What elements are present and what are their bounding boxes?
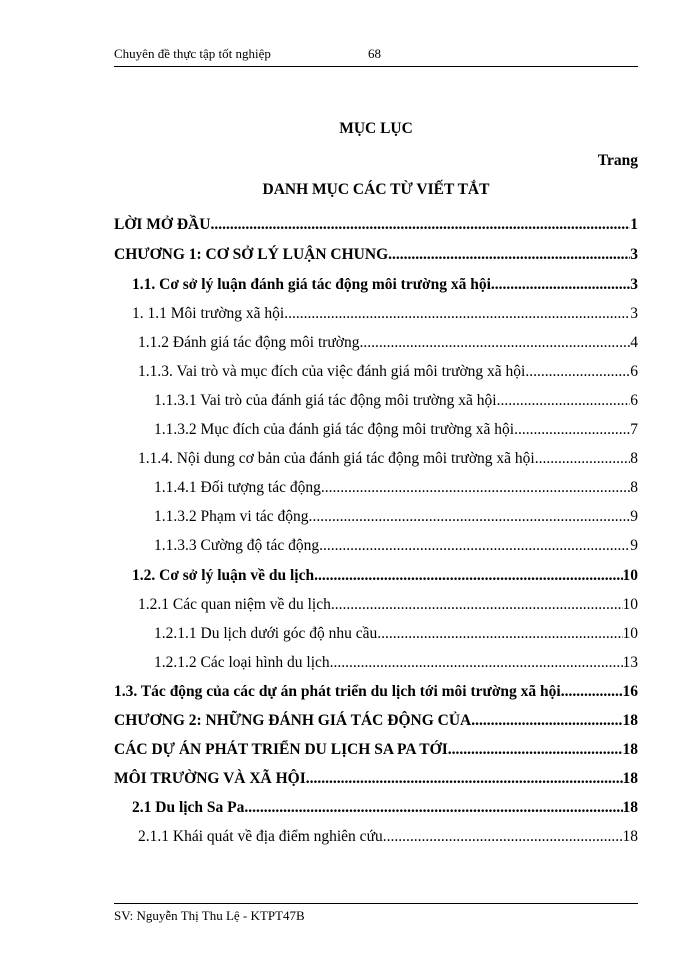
toc-entry[interactable] (154, 475, 638, 497)
toc-entry-page: 13 (622, 654, 638, 671)
toc-entry-label: 2.1 Du lịch Sa Pa (132, 799, 245, 816)
toc-entry-page: 18 (622, 770, 638, 787)
toc-entry-label: LỜI MỞ ĐẦU (114, 216, 211, 233)
toc-entry-page: 3 (630, 305, 638, 322)
dot-leader (334, 654, 623, 672)
toc-entry-label: 1.1.4. Nội dung cơ bản của đánh giá tác động môi trường xã hội. (138, 450, 539, 467)
page-header (114, 44, 638, 67)
header-page-number: 68 (368, 46, 381, 61)
toc-entry-label: 1.1.3.2 Mục đích của đánh giá tác động môi trường xã hội. (154, 421, 518, 438)
toc-entry-page: 1 (630, 216, 638, 233)
toc-entry-page: 18 (622, 741, 638, 758)
toc-entry-page: 6 (630, 363, 638, 380)
toc-entry-page: 4 (630, 334, 638, 351)
dot-leader (335, 596, 623, 614)
toc-entry-label: 1.2.1.2 Các loại hình du lịch. (154, 654, 334, 671)
toc-entry-label: CÁC DỰ ÁN PHÁT TRIỂN DU LỊCH SA PA TỚI (114, 741, 448, 758)
toc-entry[interactable] (114, 212, 638, 234)
toc-entry-page: 18 (622, 712, 638, 729)
toc-entry-label: 1.1.4.1 Đối tượng tác động. (154, 479, 325, 496)
toc-entry[interactable] (154, 417, 638, 439)
toc-entry-page: 9 (630, 537, 638, 554)
toc-title: MỤC LỤC (339, 120, 413, 137)
toc-entry-page: 9 (630, 508, 638, 525)
toc-entry-page: 16 (622, 683, 638, 700)
dot-leader (518, 421, 630, 439)
toc-entry-page: 18 (622, 828, 638, 845)
toc-entry[interactable] (114, 766, 638, 788)
dot-leader (312, 508, 630, 526)
dot-leader (314, 567, 622, 585)
toc-entry[interactable] (138, 592, 638, 614)
toc-entry[interactable] (138, 359, 638, 381)
toc-entry[interactable] (154, 504, 638, 526)
toc-entry-label: 1. 1.1 Môi trường xã hội. (132, 305, 289, 322)
toc-entry-label: MÔI TRƯỜNG VÀ XÃ HỘI (114, 770, 306, 787)
toc-entry-page: 3 (630, 246, 638, 263)
toc-entry-label: 1.1. Cơ sở lý luận đánh giá tác động môi trường xã hội. (132, 276, 495, 293)
dot-leader (471, 712, 622, 730)
toc-entry-label: 1.2.1.1 Du lịch dưới góc độ nhu cầu. (154, 625, 382, 642)
toc-entry[interactable] (114, 242, 638, 264)
dot-leader (288, 305, 630, 323)
dot-leader (360, 334, 631, 352)
page-footer (114, 903, 638, 924)
abbreviations-heading: DANH MỤC CÁC TỪ VIẾT TẮT (262, 181, 490, 198)
dot-leader (381, 625, 622, 643)
toc-entry-page: 8 (630, 479, 638, 496)
toc-entry[interactable] (114, 737, 638, 759)
dot-leader (565, 683, 623, 701)
page-column-label: Trang (597, 152, 638, 169)
toc-entry[interactable] (114, 679, 638, 701)
toc-entry-page: 6 (630, 392, 638, 409)
dot-leader (529, 363, 630, 381)
dot-leader (388, 246, 630, 264)
toc-entry[interactable] (138, 824, 638, 846)
toc-entry-page: 8 (630, 450, 638, 467)
toc-entry-page: 18 (622, 799, 638, 816)
toc-entry-label: CHƯƠNG 1: CƠ SỞ LÝ LUẬN CHUNG (114, 246, 389, 263)
header-title: Chuyên đề thực tập tốt nghiệp (114, 46, 271, 61)
toc-entry-page: 10 (622, 625, 638, 642)
toc-entry[interactable] (154, 388, 638, 410)
toc-entry-label: CHƯƠNG 2: NHỮNG ĐÁNH GIÁ TÁC ĐỘNG CỦA (114, 712, 472, 729)
toc-entry-page: 10 (622, 567, 638, 584)
toc-entry-label: 1.1.3. Vai trò và mục đích của việc đánh giá môi trường xã hội. (138, 363, 530, 380)
dot-leader (319, 537, 630, 555)
toc-entry-label: 1.1.3.3 Cường độ tác động (154, 537, 320, 554)
toc-entry[interactable] (138, 446, 638, 468)
dot-leader (448, 741, 623, 759)
toc-entry[interactable] (132, 563, 638, 585)
toc-entry-label: 1.1.3.1 Vai trò của đánh giá tác động môi trường xã hội. (154, 392, 501, 409)
toc-entry-label: 1.1.3.2 Phạm vi tác động. (154, 508, 313, 525)
toc-entry[interactable] (154, 650, 638, 672)
dot-leader (210, 216, 630, 234)
toc-entry-label: 1.3. Tác động của các dự án phát triển du lịch tới môi trường xã hội. (114, 683, 565, 700)
footer-text: SV: Nguyễn Thị Thu Lệ - KTPT47B (114, 908, 305, 923)
dot-leader (306, 770, 623, 788)
toc-entry[interactable] (154, 533, 638, 555)
toc-entry-label: 2.1.1 Khái quát về địa điểm nghiên cứu (138, 828, 383, 845)
toc-entry[interactable] (154, 621, 638, 643)
toc-entry-label: 1.2.1 Các quan niệm về du lịch. (138, 596, 335, 613)
toc-entry[interactable] (138, 330, 638, 352)
toc-entry[interactable] (132, 301, 638, 323)
toc-entry-label: 1.2. Cơ sở lý luận về du lịch (132, 567, 315, 584)
dot-leader (500, 392, 630, 410)
dot-leader (383, 828, 623, 846)
dot-leader (539, 450, 631, 468)
toc-entry[interactable] (114, 708, 638, 730)
toc-entry[interactable] (132, 272, 638, 294)
toc-entry-page: 10 (622, 596, 638, 613)
dot-leader (325, 479, 631, 497)
dot-leader (244, 799, 622, 817)
toc-entry-label: 1.1.2 Đánh giá tác động môi trường (138, 334, 360, 351)
toc-entry-page: 7 (630, 421, 638, 438)
toc-entry[interactable] (132, 795, 638, 817)
dot-leader (495, 276, 630, 294)
toc-entry-page: 3 (630, 276, 638, 293)
